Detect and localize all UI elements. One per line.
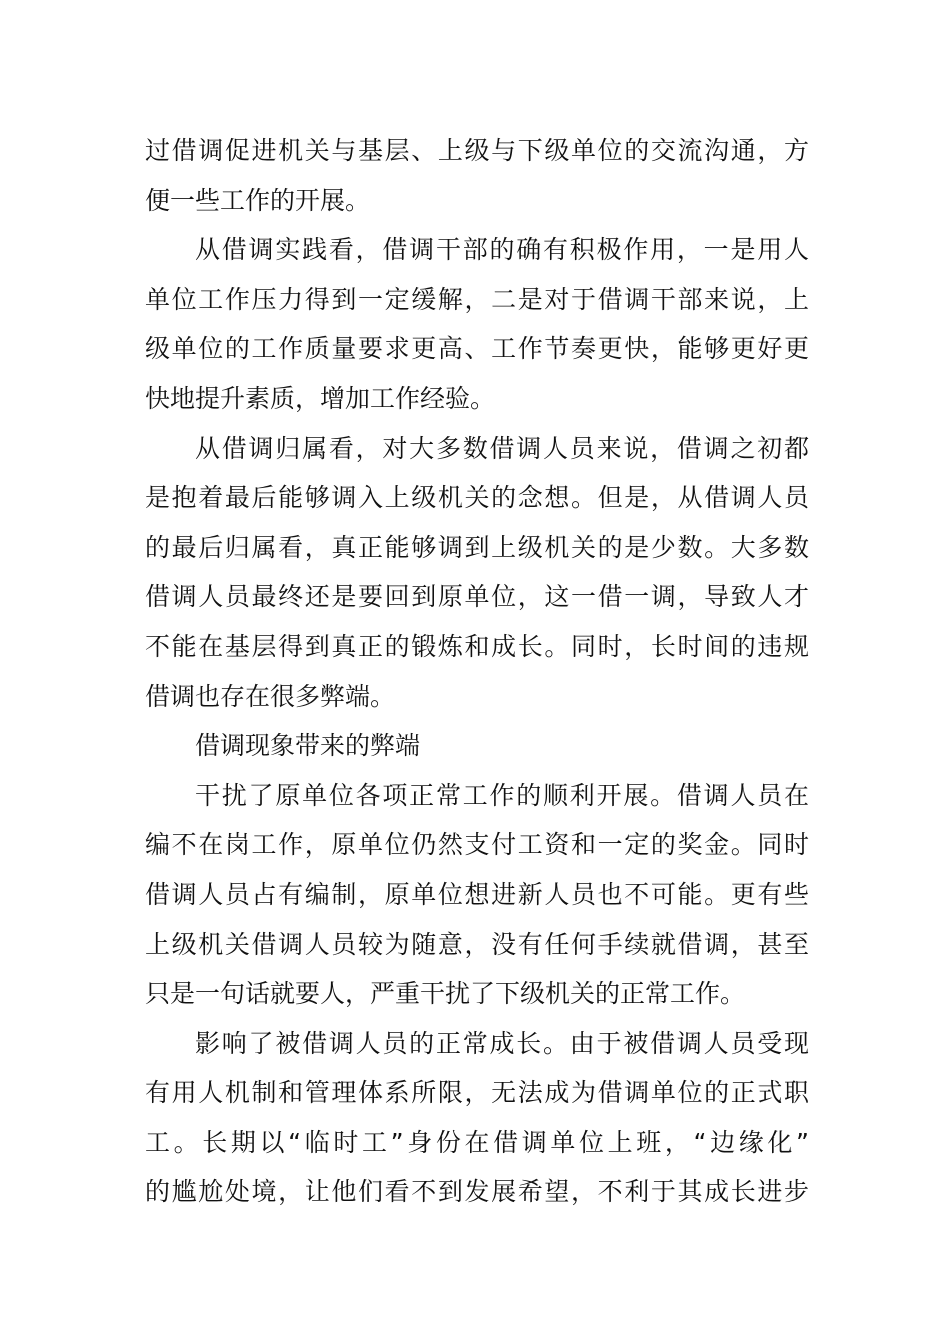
document-body xyxy=(145,126,809,1217)
section-heading: 借调现象带来的弊端 xyxy=(195,731,421,761)
text-line: 过借调促进机关与基层、上级与下级单位的交流沟通，方 xyxy=(145,136,809,165)
paragraph-start-line: 从借调归属看，对大多数借调人员来说，借调之初都 xyxy=(195,433,809,463)
text-line: 级单位的工作质量要求更高、工作节奏更快，能够更好更 xyxy=(145,334,809,364)
text-line: 借调人员占有编制，原单位想进新人员也不可能。更有些 xyxy=(145,879,809,909)
text-line: 编不在岗工作，原单位仍然支付工资和一定的奖金。同时 xyxy=(145,830,809,860)
text-line: 是抱着最后能够调入上级机关的念想。但是，从借调人员 xyxy=(145,483,809,513)
text-line: 便一些工作的开展。 xyxy=(145,185,371,215)
text-line: 只是一句话就要人，严重干扰了下级机关的正常工作。 xyxy=(145,979,746,1009)
text-line: 的最后归属看，真正能够调到上级机关的是少数。大多数 xyxy=(145,532,809,562)
text-line: 借调人员最终还是要回到原单位，这一借一调，导致人才 xyxy=(145,582,809,612)
text-line: 上级机关借调人员较为随意，没有任何手续就借调，甚至 xyxy=(145,929,809,959)
paragraph-start-line: 从借调实践看，借调干部的确有积极作用，一是用人 xyxy=(195,235,809,265)
text-line: 的尴尬处境，让他们看不到发展希望，不利于其成长进步 xyxy=(145,1177,809,1207)
text-line: 工。长期以“临时工”身份在借调单位上班，“边缘化” xyxy=(145,1127,809,1157)
text-line: 借调也存在很多弊端。 xyxy=(145,681,396,711)
text-line: 快地提升素质，增加工作经验。 xyxy=(145,383,496,413)
text-line: 不能在基层得到真正的锻炼和成长。同时，长时间的违规 xyxy=(145,631,809,661)
paragraph-start-line: 影响了被借调人员的正常成长。由于被借调人员受现 xyxy=(195,1028,809,1058)
text-line: 有用人机制和管理体系所限，无法成为借调单位的正式职 xyxy=(145,1078,809,1108)
paragraph-start-line: 干扰了原单位各项正常工作的顺利开展。借调人员在 xyxy=(195,780,809,810)
text-line: 单位工作压力得到一定缓解，二是对于借调干部来说，上 xyxy=(145,284,809,314)
